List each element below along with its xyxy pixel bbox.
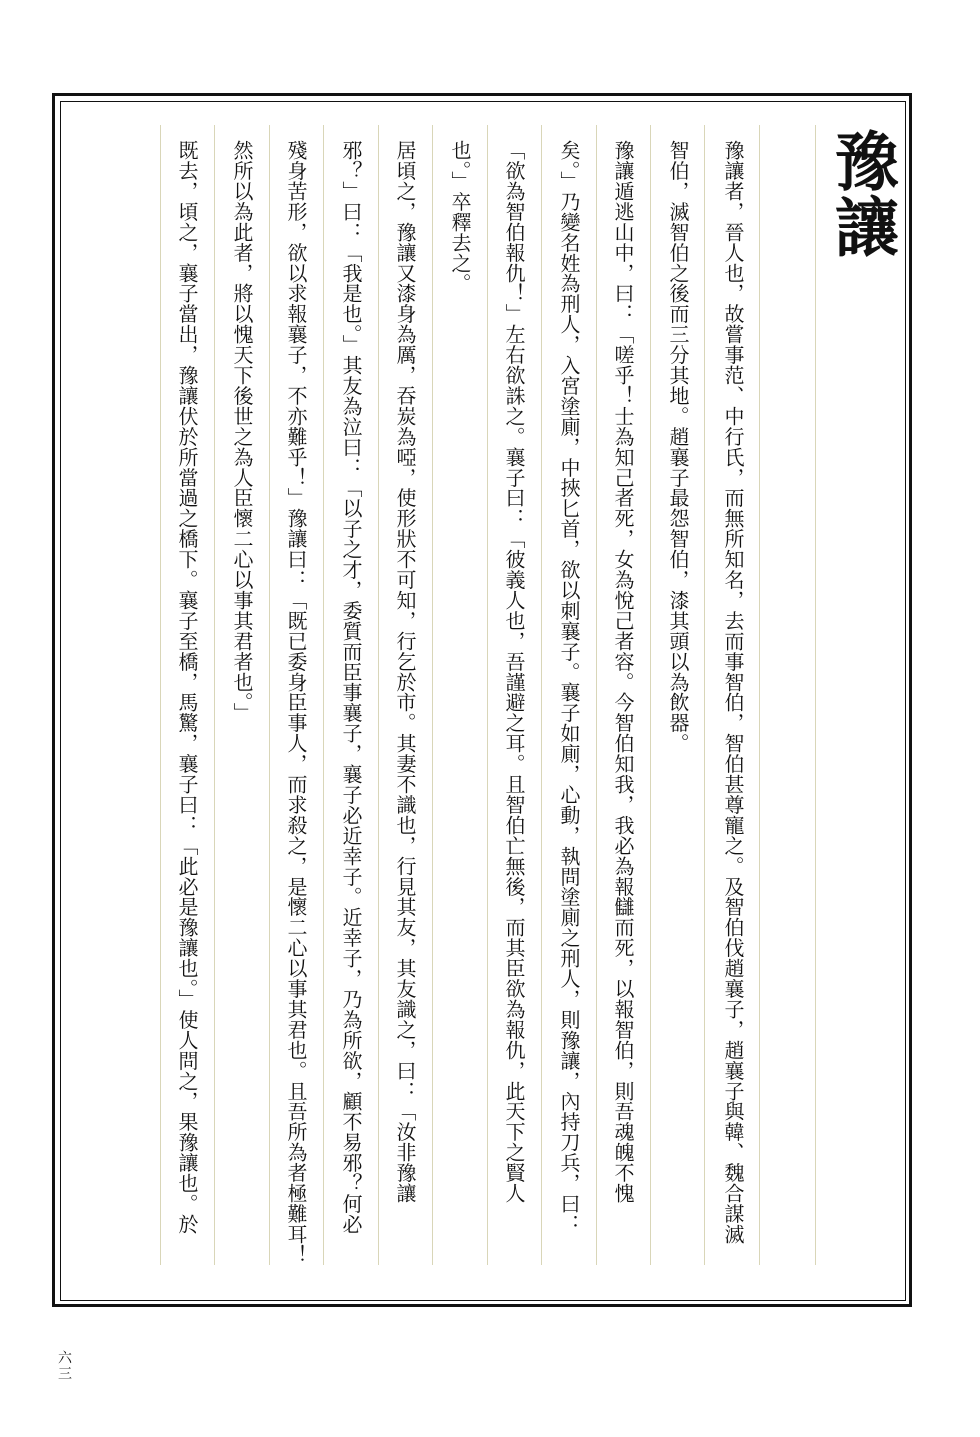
text-column: 殘身苦形，欲以求報襄子，不亦難乎！」豫讓曰：「既已委身臣事人，而求殺之，是懷二心以事其君也。且吾所為者極難耳！: [284, 140, 308, 1265]
column-rule: [704, 125, 705, 1265]
column-rule: [650, 125, 651, 1265]
text-column: 既去，頃之，襄子當出，豫讓伏於所當過之橋下。襄子至橋，馬驚，襄子曰：「此必是豫讓也。」使人問之，果豫讓也。於: [175, 140, 199, 1235]
text-column: 豫讓遁逃山中，曰：「嗟乎！士為知己者死，女為悅己者容。今智伯知我，我必為報讎而死，以報智伯，則吾魂魄不愧: [611, 140, 635, 1204]
page-number: 六三: [56, 1350, 72, 1382]
text-column: 「欲為智伯報仇！」左右欲誅之。襄子曰：「彼義人也，吾謹避之耳。且智伯亡無後，而其臣欲為報仇，此天下之賢人: [502, 140, 526, 1204]
text-column: 邪？」曰：「我是也。」其友為泣曰：「以子之才，委質而臣事襄子，襄子必近幸子。近幸子，乃為所欲，顧不易邪？何必: [339, 140, 363, 1235]
column-rule: [269, 125, 270, 1265]
chapter-title: 豫讓: [824, 128, 899, 260]
column-rule: [378, 125, 379, 1265]
column-rule: [487, 125, 488, 1265]
column-rule: [759, 125, 760, 1265]
text-column: 也。」卒釋去之。: [448, 140, 472, 294]
column-rule: [160, 125, 161, 1265]
column-rule: [214, 125, 215, 1265]
column-rule: [323, 125, 324, 1265]
column-rule: [815, 125, 816, 1265]
column-rule: [541, 125, 542, 1265]
column-rule: [432, 125, 433, 1265]
text-column: 矣。」乃變名姓為刑人，入宮塗廁，中挾匕首，欲以刺襄子。襄子如廁，心動，執問塗廁之刑人，則豫讓，內持刀兵，曰：: [557, 140, 581, 1235]
text-column: 智伯，滅智伯之後而三分其地。趙襄子最怨智伯，漆其頭以為飲器。: [666, 140, 690, 754]
text-column: 居頃之，豫讓又漆身為厲，吞炭為啞，使形狀不可知，行乞於市。其妻不識也，行見其友，其友識之，曰：「汝非豫讓: [393, 140, 417, 1204]
text-column: 然所以為此者，將以愧天下後世之為人臣懷二心以事其君者也。」: [230, 140, 254, 724]
column-rule: [596, 125, 597, 1265]
text-column: 豫讓者，晉人也，故嘗事范、中行氏，而無所知名，去而事智伯，智伯甚尊寵之。及智伯伐趙襄子，趙襄子與韓、魏合謀滅: [721, 140, 745, 1245]
